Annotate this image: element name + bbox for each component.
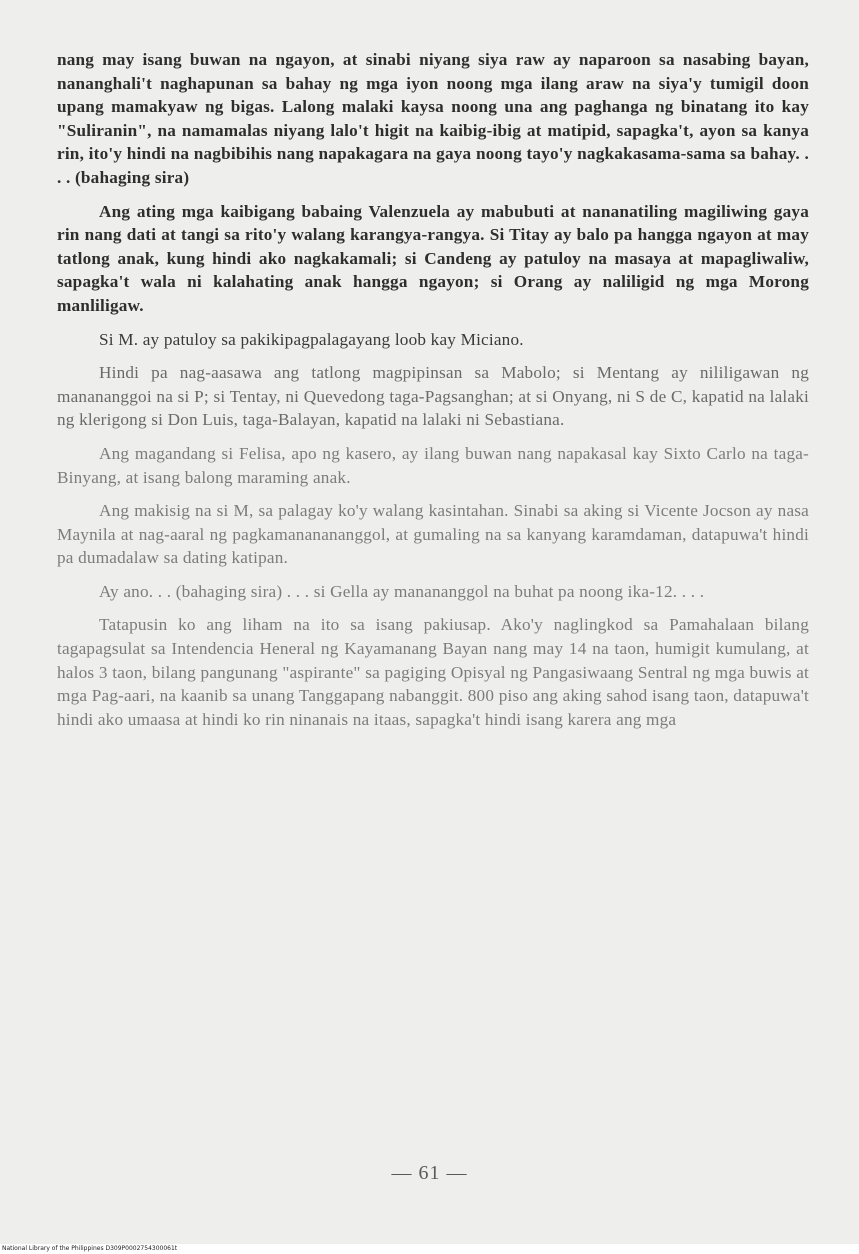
paragraph-2: Ang ating mga kaibigang babaing Valenzuela ay mabubuti at nananatiling magiliwing gaya rin nang dati at tangi sa rito'y walang karangya-rangya. Si Titay ay balo pa hangga ngayon at may tatlong anak, kung hindi ako nagkakamali; si Candeng ay patuloy na masaya at mapagliwaliw, sapagka't wala ni kalahating anak hangga ngayon; si Orang ay naliligid ng mga Morong manliligaw.: [57, 201, 809, 315]
paragraph-4: Hindi pa nag-aasawa ang tatlong magpipinsan sa Mabolo; si Mentang ay nililigawan ng manananggoi na si P; si Tentay, ni Quevedong taga-Pagsanghan; at si Onyang, ni S de C, kapatid na lalaki ng klerigong si Don Luis, taga-Balayan, kapatid na lalaki ni Sebastiana.: [57, 363, 809, 430]
paragraph-7: Ay ano. . . (bahaging sira) . . . si Gella ay manananggol na buhat pa noong ika-12. . . .: [99, 581, 705, 601]
paragraph-8: Tatapusin ko ang liham na ito sa isang pakiusap. Ako'y naglingkod sa Pamahalaan bilang tagapagsulat sa Intendencia Heneral ng Kayamanang Bayan nang may 14 na taon, humigit kumulang, at halos 3 taon, bilang pangunang "aspirante" sa pagiging Opisyal ng Pangasiwaang Sentral ng mga buwis at mga Pag-aari, na kaanib sa unang Tanggapang nabanggit. 800 piso ang aking sahod isang taon, datapuwa't hindi ako umaasa at hindi ko rin ninanais na itaas, sapagka't hindi isang karera ang mga: [57, 615, 809, 729]
scan-credit: National Library of the Philippines D309P0002754300061t: [2, 1245, 178, 1252]
paragraph-6: Ang makisig na si M, sa palagay ko'y walang kasintahan. Sinabi sa aking si Vicente Jocson ay nasa Maynila at nag-aaral ng pagkamananananggol, at gumaling na sa kanyang karamdaman, datapuwa't hindi pa dumadalaw sa dating katipan.: [57, 501, 809, 568]
paragraph-1: nang may isang buwan na ngayon, at sinabi niyang siya raw ay naparoon sa nasabing bayan, nananghali't naghapunan sa bahay ng mga iyon noong mga ilang araw na siya'y tumigil doon upang mamakyaw ng bigas. Lalong malaki kaysa noong una ang paghanga ng binatang ito kay "Suliranin", na namamalas niyang lalo't higit na kaibig-ibig at matipid, sapagka't, ayon sa kanya rin, ito'y hindi na nagbibihis nang napakagara na gaya noong tayo'y nagkakasama-sama sa bahay. . . . (bahaging sira): [57, 50, 809, 187]
paragraph-3: Si M. ay patuloy sa pakikipagpalagayang loob kay Miciano.: [99, 329, 524, 349]
body-text: [57, 48, 809, 741]
paragraph-5: Ang magandang si Felisa, apo ng kasero, ay ilang buwan nang napakasal kay Sixto Carlo na taga-Binyang, at isang balong maraming anak.: [57, 443, 809, 487]
page-number: — 61 —: [391, 1162, 468, 1184]
